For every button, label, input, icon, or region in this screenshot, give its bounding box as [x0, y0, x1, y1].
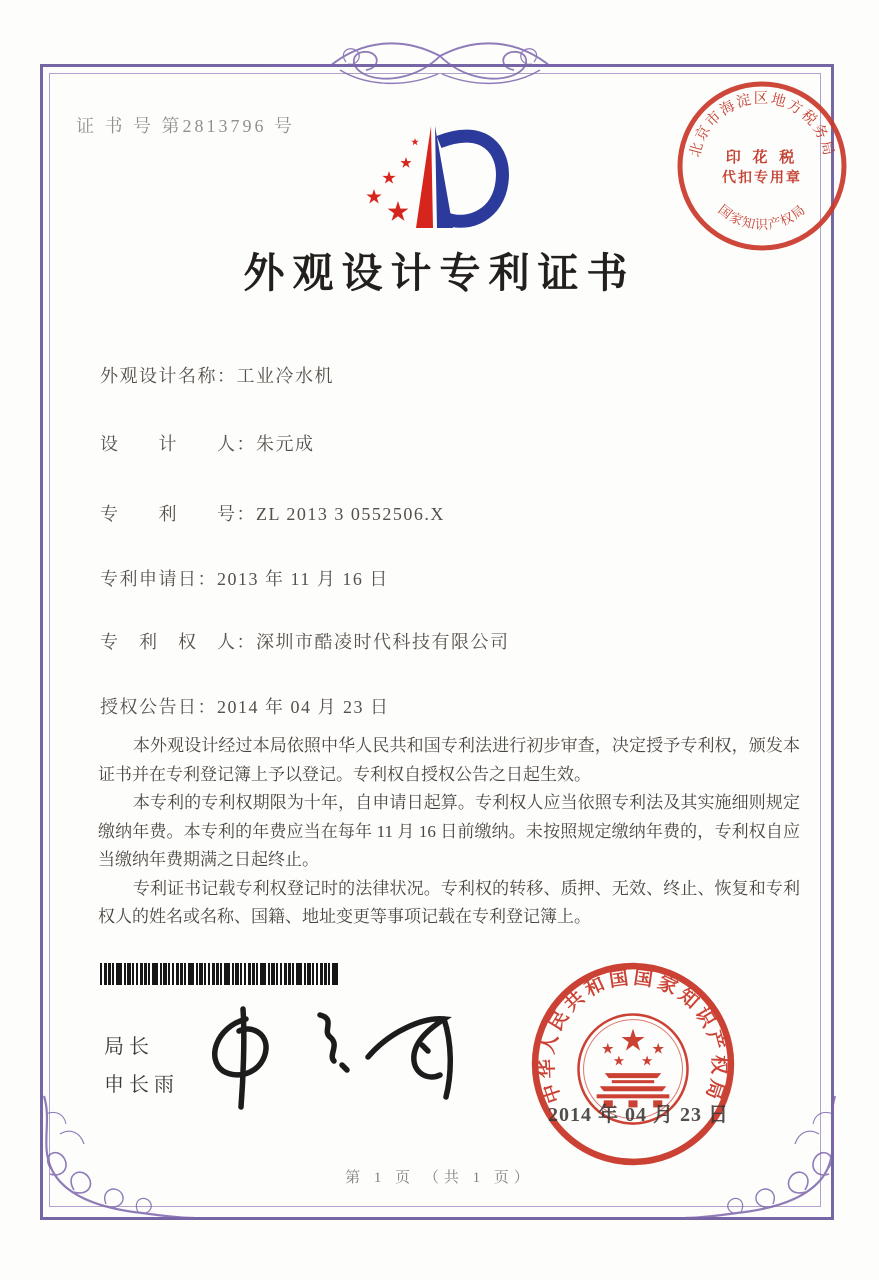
commissioner-title: 局长: [104, 1036, 154, 1058]
svg-text:国家知识产权局: [716, 202, 809, 232]
field-designer-label: 设 计 人：: [100, 434, 256, 454]
legal-text-block: [98, 732, 800, 932]
legal-paragraph-2: 本专利的专利权期限为十年，自申请日起算。专利权人应当依照专利法及其实施细则规定缴纳年费。本专利的年费应当在每年 11 月 16 日前缴纳。未按照规定缴纳年费的，专利权自应当缴纳年费期满之日起终止。: [98, 793, 800, 869]
field-patentee-label: 专 利 权 人：: [100, 632, 256, 652]
field-application-date: [100, 565, 389, 591]
grant-date-stamp: 2014 年 04 月 23 日: [548, 1104, 729, 1126]
field-application-date-value: 2013 年 11 月 16 日: [217, 569, 389, 589]
field-application-date-label: 专利申请日：: [100, 569, 217, 589]
barcode: [100, 963, 338, 985]
handwritten-signature-icon: [198, 1003, 488, 1115]
field-grant-date-label: 授权公告日：: [100, 697, 217, 717]
page-title: 外观设计专利证书: [243, 250, 636, 296]
field-design-name: [100, 362, 334, 388]
tax-seal-center-line1: 印 花 税: [725, 150, 799, 166]
border-ornament-top-icon: [270, 24, 610, 108]
field-patent-number: [100, 500, 445, 526]
legal-paragraph-1: 本外观设计经过本局依照中华人民共和国专利法进行初步审查，决定授予专利权，颁发本证书并在专利登记簿上予以登记。专利权自授权公告之日起生效。: [98, 736, 800, 784]
field-patent-number-value: ZL 2013 3 0552506.X: [256, 504, 445, 524]
field-designer: [100, 430, 315, 456]
commissioner-name: 申长雨: [104, 1074, 179, 1096]
field-design-name-value: 工业冷水机: [236, 366, 334, 386]
field-designer-value: 朱元成: [256, 434, 315, 454]
field-patentee: [100, 628, 510, 654]
sipo-logo-icon: [352, 122, 517, 250]
sipo-official-seal-icon: [527, 958, 739, 1170]
field-design-name-label: 外观设计名称：: [100, 366, 237, 386]
certificate-number: 证 书 号 第2813796 号: [76, 116, 295, 136]
border-ornament-bottom-left-icon: [30, 1094, 194, 1226]
tax-seal-center-line2: 代扣专用章: [722, 171, 802, 186]
legal-paragraph-3: 专利证书记载专利权登记时的法律状况。专利权的转移、质押、无效、终止、恢复和专利权人的姓名或名称、国籍、地址变更等事项记载在专利登记簿上。: [98, 878, 800, 926]
field-patentee-value: 深圳市酷凌时代科技有限公司: [256, 632, 510, 652]
tax-seal-arc-bottom-text: 国家知识产权局: [715, 201, 809, 233]
field-grant-date-value: 2014 年 04 月 23 日: [217, 697, 390, 717]
tax-seal-arc-top-text: 北京市海淀区地方税务局: [687, 91, 837, 159]
stamp-tax-seal-icon: [674, 78, 850, 254]
office-seal-arc-text: 中华人民共和国国家知识产权局: [536, 967, 730, 1106]
field-grant-date: [100, 693, 390, 719]
page-indicator: 第 1 页 （共 1 页）: [345, 1170, 534, 1186]
field-patent-number-label: 专 利 号：: [100, 504, 256, 524]
